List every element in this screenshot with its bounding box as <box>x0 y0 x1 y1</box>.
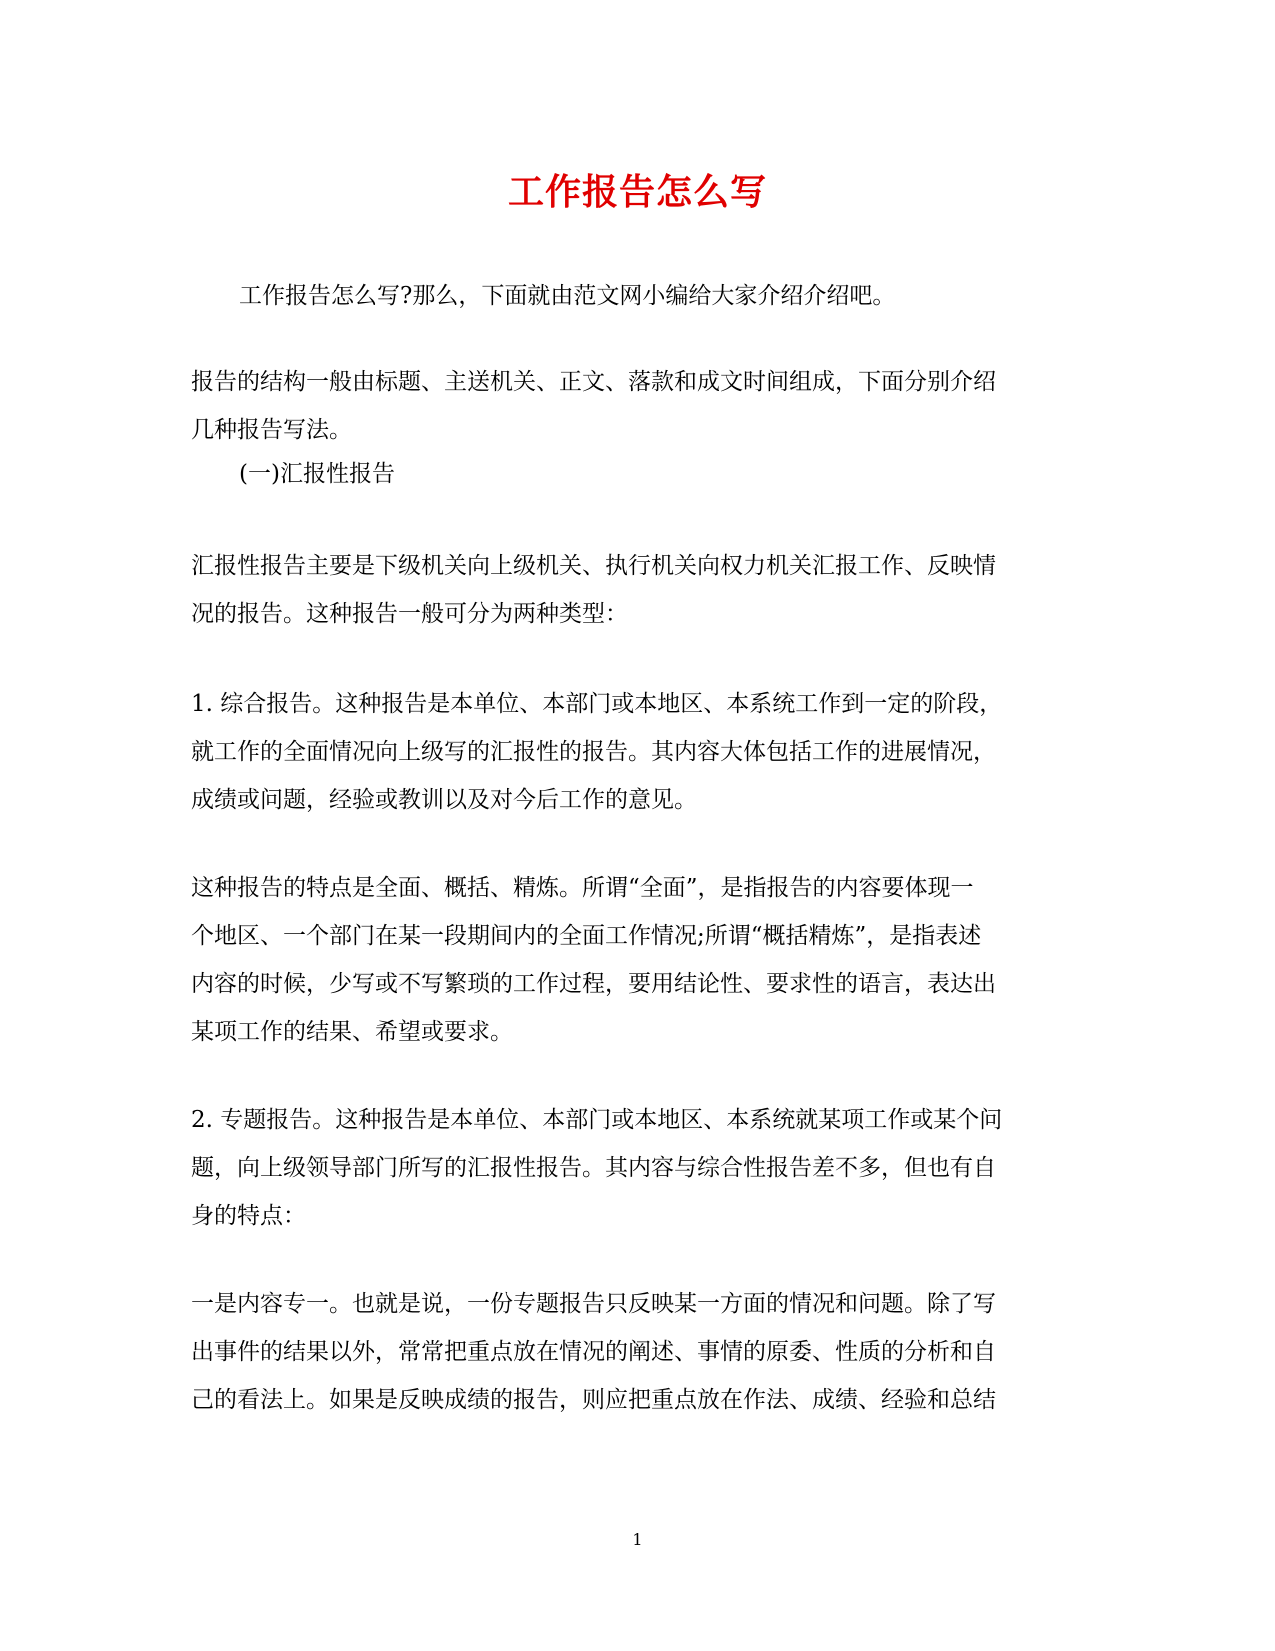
heading-line: (一)汇报性报告 <box>239 461 395 487</box>
content-focus-paragraph <box>191 1280 1071 1424</box>
paragraph-line: 况的报告。这种报告一般可分为两种类型： <box>191 601 628 627</box>
intro-paragraph <box>191 272 1119 320</box>
paragraph-line: 出事件的结果以外，常常把重点放在情况的阐述、事情的原委、性质的分析和自 <box>191 1339 996 1365</box>
comprehensive-report-paragraph <box>191 680 1071 824</box>
paragraph-line: 题，向上级领导部门所写的汇报性报告。其内容与综合性报告差不多，但也有自 <box>191 1155 996 1181</box>
paragraph-line: 就工作的全面情况向上级写的汇报性的报告。其内容大体包括工作的进展情况， <box>191 739 996 765</box>
features-paragraph <box>191 864 1071 1056</box>
paragraph-line: 某项工作的结果、希望或要求。 <box>191 1019 513 1045</box>
paragraph-line: 汇报性报告主要是下级机关向上级机关、执行机关向权力机关汇报工作、反映情 <box>191 553 996 579</box>
section-heading <box>191 450 1119 498</box>
paragraph-line: 几种报告写法。 <box>191 417 352 443</box>
paragraph-line: 己的看法上。如果是反映成绩的报告，则应把重点放在作法、成绩、经验和总结 <box>191 1387 996 1413</box>
paragraph-line: 成绩或问题，经验或教训以及对今后工作的意见。 <box>191 787 697 813</box>
document-title: 工作报告怎么写 <box>507 171 767 213</box>
report-definition-paragraph <box>191 542 1071 638</box>
structure-paragraph <box>191 358 1071 454</box>
paragraph-line: 内容的时候，少写或不写繁琐的工作过程，要用结论性、要求性的语言，表达出 <box>191 971 996 997</box>
special-report-paragraph <box>191 1096 1071 1240</box>
intro-line: 工作报告怎么写?那么，下面就由范文网小编给大家介绍介绍吧。 <box>239 283 896 309</box>
paragraph-line: 2. 专题报告。这种报告是本单位、本部门或本地区、本系统就某项工作或某个问 <box>191 1107 1003 1133</box>
page-number: 1 <box>632 1530 643 1549</box>
paragraph-line: 这种报告的特点是全面、概括、精炼。所谓“全面”，是指报告的内容要体现一 <box>191 875 974 901</box>
paragraph-line: 报告的结构一般由标题、主送机关、正文、落款和成文时间组成，下面分别介绍 <box>191 369 996 395</box>
paragraph-line: 一是内容专一。也就是说，一份专题报告只反映某一方面的情况和问题。除了写 <box>191 1291 996 1317</box>
paragraph-line: 个地区、一个部门在某一段期间内的全面工作情况;所谓“概括精炼”，是指表述 <box>191 923 982 949</box>
paragraph-line: 身的特点： <box>191 1203 306 1229</box>
paragraph-line: 1. 综合报告。这种报告是本单位、本部门或本地区、本系统工作到一定的阶段， <box>191 691 1003 717</box>
